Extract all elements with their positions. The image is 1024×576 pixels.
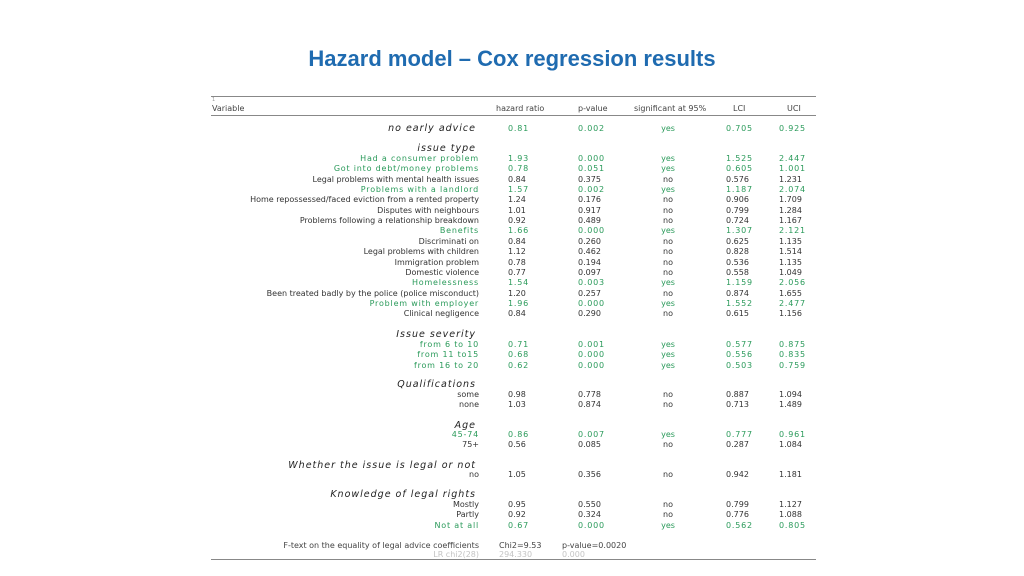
p-value-cell: 0.000 [578, 520, 605, 530]
significance-cell: no [663, 216, 673, 226]
lci-cell: 0.942 [726, 470, 749, 479]
lci-cell: 0.874 [726, 288, 749, 298]
table-row [0, 470, 1024, 480]
p-value-cell: 0.051 [578, 164, 605, 174]
hazard-ratio-cell: 0.92 [508, 510, 526, 520]
table-row [0, 237, 1024, 247]
row-label: some [457, 390, 479, 399]
hazard-ratio-cell: 1.24 [508, 195, 526, 205]
row-label: from 6 to 10 [419, 340, 479, 349]
header-variable: Variable [212, 104, 245, 113]
stat-p-value: 0.000 [562, 550, 585, 559]
uci-cell: 1.127 [779, 500, 802, 509]
row-label: Clinical negligence [403, 309, 479, 319]
uci-cell: 1.084 [779, 440, 802, 450]
p-value-cell: 0.462 [578, 247, 601, 257]
p-value-cell: 0.085 [578, 440, 601, 450]
uci-cell: 2.056 [779, 278, 806, 288]
section-heading: Qualifications [397, 379, 476, 390]
row-label: Got into debt/money problems [333, 164, 479, 174]
significance-cell: yes [661, 226, 675, 236]
uci-cell: 1.709 [779, 195, 802, 205]
table-row [0, 299, 1024, 309]
hazard-ratio-cell: 0.84 [508, 174, 526, 184]
table-row [0, 309, 1024, 319]
p-value-cell: 0.489 [578, 216, 601, 226]
p-value-cell: 0.001 [578, 340, 605, 349]
table-top-rule [211, 96, 816, 97]
row-label: 75+ [462, 440, 479, 450]
significance-cell: no [663, 510, 673, 520]
table-row [0, 154, 1024, 164]
row-label: from 11 to15 [417, 350, 479, 360]
hazard-ratio-cell: 0.95 [508, 500, 526, 509]
p-value-cell: 0.375 [578, 174, 601, 184]
uci-cell: 1.094 [779, 390, 802, 399]
significance-cell: yes [661, 185, 675, 195]
p-value-cell: 0.778 [578, 390, 601, 399]
section-heading: Issue severity [396, 329, 476, 340]
significance-cell: no [663, 236, 673, 246]
uci-cell: 1.655 [779, 288, 802, 298]
uci-cell: 1.049 [779, 267, 802, 277]
hazard-ratio-cell: 1.01 [508, 205, 526, 215]
row-label: Immigration problem [394, 257, 479, 267]
significance-cell: no [663, 257, 673, 267]
header-uci: UCI [787, 104, 801, 113]
uci-cell: 1.284 [779, 205, 802, 215]
significance-cell: no [663, 390, 673, 399]
lci-cell: 0.906 [726, 195, 749, 205]
section-heading: Whether the issue is legal or not [288, 460, 476, 471]
row-label: Problem with employer [369, 298, 479, 308]
uci-cell: 1.156 [779, 309, 802, 319]
lci-cell: 0.625 [726, 236, 749, 246]
p-value-cell: 0.000 [578, 154, 605, 163]
significance-cell: no [663, 500, 673, 509]
hazard-ratio-cell: 0.56 [508, 440, 526, 450]
row-label: Discriminati on [418, 236, 479, 246]
lci-cell: 0.558 [726, 267, 749, 277]
lci-cell: 1.159 [726, 278, 753, 288]
lci-cell: 0.576 [726, 174, 749, 184]
lci-cell: 1.552 [726, 298, 753, 308]
significance-cell: no [663, 205, 673, 215]
table-row [0, 195, 1024, 205]
p-value-cell: 0.356 [578, 470, 601, 479]
table-row [0, 340, 1024, 350]
row-label: Benefits [439, 226, 479, 236]
lci-cell: 0.705 [726, 124, 753, 133]
lci-cell: 1.525 [726, 154, 753, 163]
p-value-cell: 0.176 [578, 195, 601, 205]
lci-cell: 0.828 [726, 247, 749, 257]
p-value-cell: 0.874 [578, 400, 601, 410]
stat-label: LR chi2(28) [433, 550, 479, 559]
significance-cell: yes [661, 164, 675, 174]
uci-cell: 2.447 [779, 154, 806, 163]
hazard-ratio-cell: 0.81 [508, 124, 530, 133]
table-row [0, 206, 1024, 216]
uci-cell: 1.167 [779, 216, 802, 226]
uci-cell: 0.805 [779, 520, 806, 530]
section-heading: issue type [417, 143, 476, 154]
uci-cell: 1.514 [779, 247, 802, 257]
uci-cell: 0.875 [779, 340, 806, 349]
row-label: Legal problems with children [363, 247, 479, 257]
p-value-cell: 0.000 [578, 350, 605, 360]
p-value-cell: 0.000 [578, 226, 605, 236]
row-label: Partly [456, 510, 479, 520]
uci-cell: 1.181 [779, 470, 802, 479]
hazard-ratio-cell: 0.78 [508, 257, 526, 267]
lci-cell: 0.724 [726, 216, 749, 226]
uci-cell: 1.231 [779, 174, 802, 184]
significance-cell: yes [661, 360, 675, 370]
table-row [0, 521, 1024, 531]
table-row [0, 361, 1024, 371]
table-row [0, 510, 1024, 520]
table-row [0, 247, 1024, 257]
p-value-cell: 0.324 [578, 510, 601, 520]
table-row [0, 278, 1024, 288]
row-label: Problems following a relationship breakdown [299, 216, 479, 226]
table-row [0, 164, 1024, 174]
p-value-cell: 0.007 [578, 430, 605, 439]
significance-cell: yes [661, 278, 675, 288]
uci-cell: 2.121 [779, 226, 806, 236]
uci-cell: 1.135 [779, 236, 802, 246]
row-label: no early advice [388, 123, 476, 134]
hazard-ratio-cell: 0.84 [508, 309, 526, 319]
stat-label: F-text on the equality of legal advice coefficients [283, 541, 479, 550]
p-value-cell: 0.194 [578, 257, 601, 267]
hazard-ratio-cell: 1.96 [508, 298, 530, 308]
p-value-cell: 0.550 [578, 500, 601, 509]
row-label: Legal problems with mental health issues [312, 174, 479, 184]
lci-cell: 0.577 [726, 340, 753, 349]
header-hazard-ratio: hazard ratio [496, 104, 545, 113]
uci-cell: 1.135 [779, 257, 802, 267]
table-row [0, 400, 1024, 410]
hazard-ratio-cell: 1.20 [508, 288, 526, 298]
table-row [0, 500, 1024, 510]
significance-cell: no [663, 400, 673, 410]
hazard-ratio-cell: 0.92 [508, 216, 526, 226]
hazard-ratio-cell: 0.77 [508, 267, 526, 277]
lci-cell: 0.287 [726, 440, 749, 450]
lci-cell: 1.187 [726, 185, 753, 195]
p-value-cell: 0.003 [578, 278, 605, 288]
table-row [0, 430, 1024, 440]
row-label: Home repossessed/faced eviction from a rented property [250, 195, 479, 205]
uci-cell: 1.088 [779, 510, 802, 520]
row-label: Not at all [434, 520, 479, 530]
lci-cell: 0.503 [726, 360, 753, 370]
uci-cell: 1.001 [779, 164, 806, 174]
hazard-ratio-cell: 1.66 [508, 226, 530, 236]
row-label: none [459, 400, 479, 410]
corner-mark: 1 [212, 97, 216, 103]
uci-cell: 2.074 [779, 185, 806, 195]
p-value-cell: 0.917 [578, 205, 601, 215]
row-label: Mostly [452, 500, 479, 509]
row-label: 45-74 [451, 430, 479, 439]
p-value-cell: 0.002 [578, 124, 605, 133]
header-lci: LCI [733, 104, 746, 113]
row-label: Homelessness [411, 278, 479, 288]
significance-cell: no [663, 174, 673, 184]
hazard-ratio-cell: 0.67 [508, 520, 530, 530]
table-row [0, 268, 1024, 278]
header-significant: significant at 95% [634, 104, 707, 113]
hazard-ratio-cell: 1.05 [508, 470, 526, 479]
row-label: Domestic violence [405, 267, 479, 277]
hazard-ratio-cell: 0.86 [508, 430, 530, 439]
uci-cell: 2.477 [779, 298, 806, 308]
uci-cell: 1.489 [779, 400, 802, 410]
table-header-rule [211, 115, 816, 116]
hazard-ratio-cell: 1.54 [508, 278, 530, 288]
uci-cell: 0.925 [779, 124, 806, 133]
lci-cell: 1.307 [726, 226, 753, 236]
significance-cell: yes [661, 124, 675, 133]
significance-cell: no [663, 195, 673, 205]
hazard-ratio-cell: 0.68 [508, 350, 530, 360]
p-value-cell: 0.000 [578, 360, 605, 370]
table-bottom-rule [211, 559, 816, 560]
table-row [0, 289, 1024, 299]
hazard-ratio-cell: 0.78 [508, 164, 530, 174]
row-label: Had a consumer problem [360, 154, 479, 163]
uci-cell: 0.759 [779, 360, 806, 370]
hazard-ratio-cell: 0.98 [508, 390, 526, 399]
significance-cell: no [663, 267, 673, 277]
significance-cell: no [663, 440, 673, 450]
significance-cell: yes [661, 350, 675, 360]
hazard-ratio-cell: 0.84 [508, 236, 526, 246]
lci-cell: 0.615 [726, 309, 749, 319]
lci-cell: 0.799 [726, 205, 749, 215]
row-label: no [469, 470, 479, 479]
hazard-ratio-cell: 0.71 [508, 340, 530, 349]
table-row [0, 350, 1024, 360]
significance-cell: no [663, 470, 673, 479]
lci-cell: 0.562 [726, 520, 753, 530]
row-label: Problems with a landlord [360, 185, 479, 195]
hazard-ratio-cell: 1.57 [508, 185, 530, 195]
significance-cell: yes [661, 154, 675, 163]
significance-cell: yes [661, 340, 675, 349]
table-row [0, 185, 1024, 195]
significance-cell: yes [661, 298, 675, 308]
lci-cell: 0.799 [726, 500, 749, 509]
hazard-ratio-cell: 1.12 [508, 247, 526, 257]
table-row [0, 258, 1024, 268]
p-value-cell: 0.000 [578, 298, 605, 308]
row-label: from 16 to 20 [413, 360, 479, 370]
lci-cell: 0.605 [726, 164, 753, 174]
stat-p-value: p-value=0.0020 [562, 541, 627, 550]
significance-cell: no [663, 309, 673, 319]
uci-cell: 0.961 [779, 430, 806, 439]
stat-value: Chi2=9.53 [499, 541, 542, 550]
significance-cell: yes [661, 430, 675, 439]
uci-cell: 0.835 [779, 350, 806, 360]
lci-cell: 0.776 [726, 510, 749, 520]
hazard-ratio-cell: 1.03 [508, 400, 526, 410]
significance-cell: no [663, 288, 673, 298]
lci-cell: 0.536 [726, 257, 749, 267]
page-title: Hazard model – Cox regression results [308, 46, 716, 71]
p-value-cell: 0.257 [578, 288, 601, 298]
row-label: Been treated badly by the police (police misconduct) [266, 288, 479, 298]
section-heading: Knowledge of legal rights [330, 489, 476, 500]
significance-cell: yes [661, 520, 675, 530]
table-row [0, 226, 1024, 236]
significance-cell: no [663, 247, 673, 257]
lci-cell: 0.777 [726, 430, 753, 439]
p-value-cell: 0.290 [578, 309, 601, 319]
p-value-cell: 0.097 [578, 267, 601, 277]
row-label: Disputes with neighbours [377, 205, 479, 215]
table-row [0, 216, 1024, 226]
table-row [0, 390, 1024, 400]
lci-cell: 0.887 [726, 390, 749, 399]
hazard-ratio-cell: 0.62 [508, 360, 530, 370]
p-value-cell: 0.002 [578, 185, 605, 195]
p-value-cell: 0.260 [578, 236, 601, 246]
lci-cell: 0.713 [726, 400, 749, 410]
section-heading: Age [454, 420, 476, 431]
stat-value: 294.330 [499, 550, 533, 559]
lci-cell: 0.556 [726, 350, 753, 360]
table-row [0, 175, 1024, 185]
hazard-ratio-cell: 1.93 [508, 154, 530, 163]
table-row [0, 440, 1024, 450]
table-row [0, 124, 1024, 134]
header-p-value: p-value [578, 104, 608, 113]
